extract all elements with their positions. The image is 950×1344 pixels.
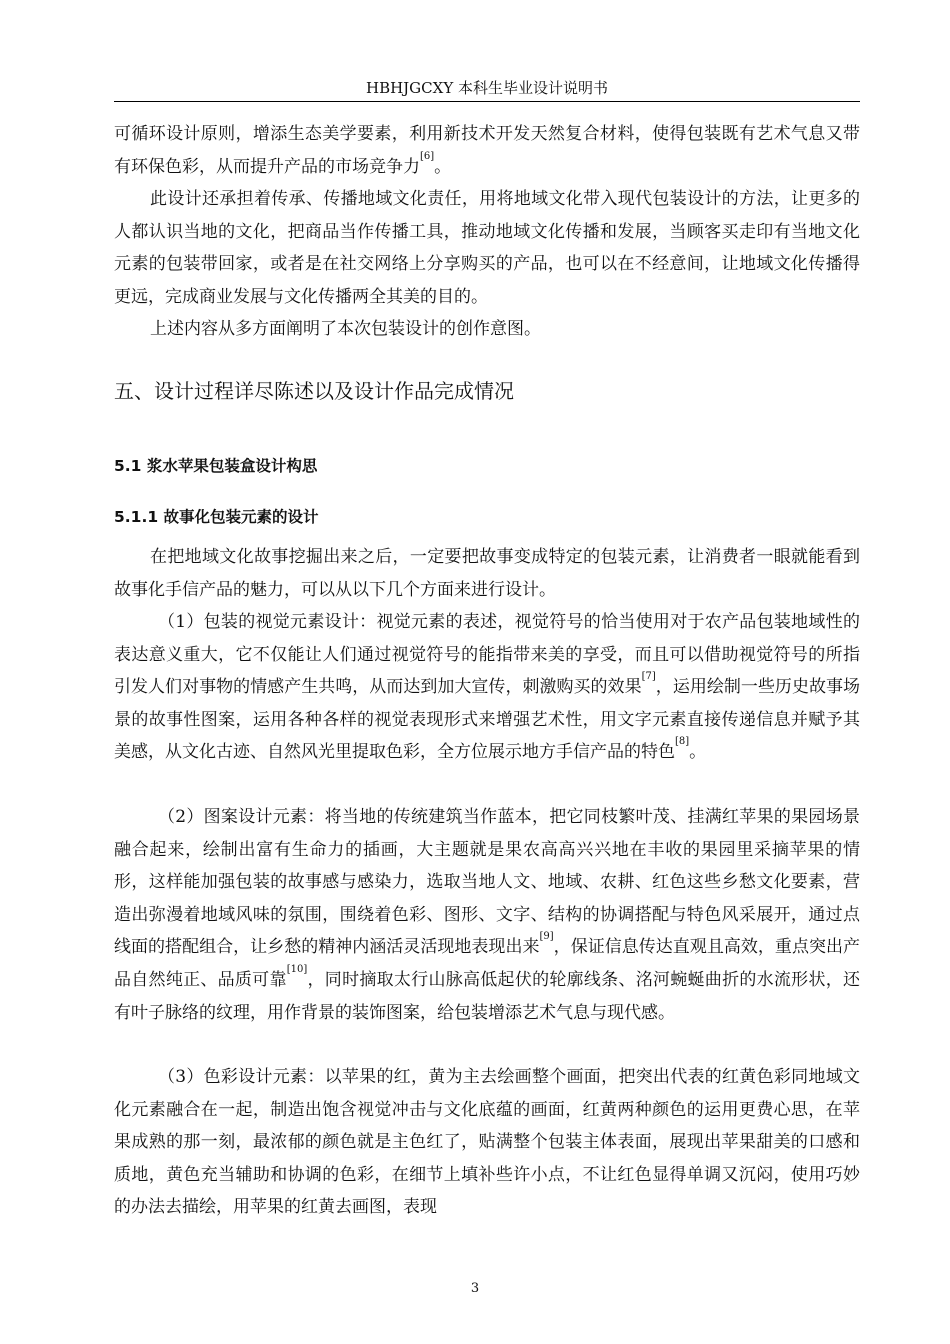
citation-ref: [7] bbox=[641, 671, 656, 683]
paragraph-visual-elements bbox=[114, 606, 860, 769]
subsection-heading-5-1-1: 5.1.1 故事化包装元素的设计 bbox=[114, 508, 319, 526]
paragraph-end: 。 bbox=[689, 742, 707, 763]
citation-ref: [8] bbox=[675, 736, 690, 748]
section-heading-5: 五、设计过程详尽陈述以及设计作品完成情况 bbox=[114, 379, 514, 403]
paragraph-pattern-elements bbox=[114, 801, 860, 1029]
paragraph-end: 。 bbox=[434, 156, 452, 177]
paragraph-culture: 此设计还承担着传承、传播地域文化责任，用将地域文化带入现代包装设计的方法，让更多的人都认识当地的文化，把商品当作传播工具，推动地域文化传播和发展，当顾客买走印有当地文化元素的包装带回家，或者是在社交网络上分享购买的产品，也可以在不经意间，让地域文化传播得更远，完成商业发展与文化传播两全其美的目的。 bbox=[114, 189, 860, 307]
paragraph-summary: 上述内容从多方面阐明了本次包装设计的创作意图。 bbox=[150, 319, 541, 339]
citation-ref: [6] bbox=[420, 150, 435, 162]
paragraph-story-elements: 在把地域文化故事挖掘出来之后，一定要把故事变成特定的包装元素，让消费者一眼就能看到故事化手信产品的魅力，可以从以下几个方面来进行设计。 bbox=[114, 547, 860, 600]
page-number: 3 bbox=[470, 1281, 480, 1296]
paragraph-text: ，保证信息传达直观且高效，重点突出产品自然纯正、品质可靠 bbox=[114, 937, 861, 990]
paragraph-text: 可循环设计原则，增添生态美学要素，利用新技术开发天然复合材料，使得包装既有艺术气息又带有环保色彩，从而提升产品的市场竞争力 bbox=[114, 124, 860, 177]
subsection-heading-5-1: 5.1 浆水苹果包装盒设计构思 bbox=[114, 457, 318, 475]
citation-ref: [9] bbox=[539, 931, 554, 943]
page-header: HBHJGCXY 本科生毕业设计说明书 bbox=[365, 79, 608, 97]
citation-ref: [10] bbox=[286, 963, 308, 975]
paragraph-text: （2）图案设计元素：将当地的传统建筑当作蓝本，把它同枝繁叶茂、挂满红苹果的果园场景融合起来，绘制出富有生命力的插画，大主题就是果农高高兴兴地在丰收的果园里采摘苹果的情形，这样能加强包装的故事感与感染力，选取当地人文、地域、农耕、红色这些乡愁文化要素，营造出弥漫着地域风味的氛围，围绕着色彩、图形、文字、结构的协调搭配与特色风采展开，通过点线面的搭配组合，让乡愁的精神内涵活灵活现地表现出来 bbox=[114, 807, 860, 958]
paragraph-text: ，同时摘取太行山脉高低起伏的轮廓线条、洺河蜿蜒曲折的水流形状，还有叶子脉络的纹理，用作背景的装饰图案，给包装增添艺术气息与现代感。 bbox=[114, 969, 861, 1023]
paragraph-text: ，运用绘制一些历史故事场景的故事性图案，运用各种各样的视觉表现形式来增强艺术性，用文字元素直接传递信息并赋予其美感，从文化古迹、自然风光里提取色彩，全方位展示地方手信产品的特色 bbox=[114, 677, 861, 763]
paragraph-text: （1）包装的视觉元素设计：视觉元素的表述，视觉符号的恰当使用对于农产品包装地域性的表达意义重大，它不仅能让人们通过视觉符号的能指带来美的享受，而且可以借助视觉符号的所指引发人们对事物的情感产生共鸣，从而达到加大宣传，刺激购买的效果 bbox=[114, 612, 860, 698]
paragraph-intro-continued bbox=[114, 118, 860, 183]
header-rule bbox=[114, 101, 860, 102]
paragraph-color-elements: （3）色彩设计元素：以苹果的红，黄为主去绘画整个画面，把突出代表的红黄色彩同地域文化元素融合在一起，制造出饱含视觉冲击与文化底蕴的画面，红黄两种颜色的运用更费心思，在苹果成熟的那一刻，最浓郁的颜色就是主色红了，贴满整个包装主体表面，展现出苹果甜美的口感和质地，黄色充当辅助和协调的色彩，在细节上填补些许小点，不让红色显得单调又沉闷，使用巧妙的办法去描绘，用苹果的红黄去画图，表现 bbox=[114, 1067, 860, 1218]
